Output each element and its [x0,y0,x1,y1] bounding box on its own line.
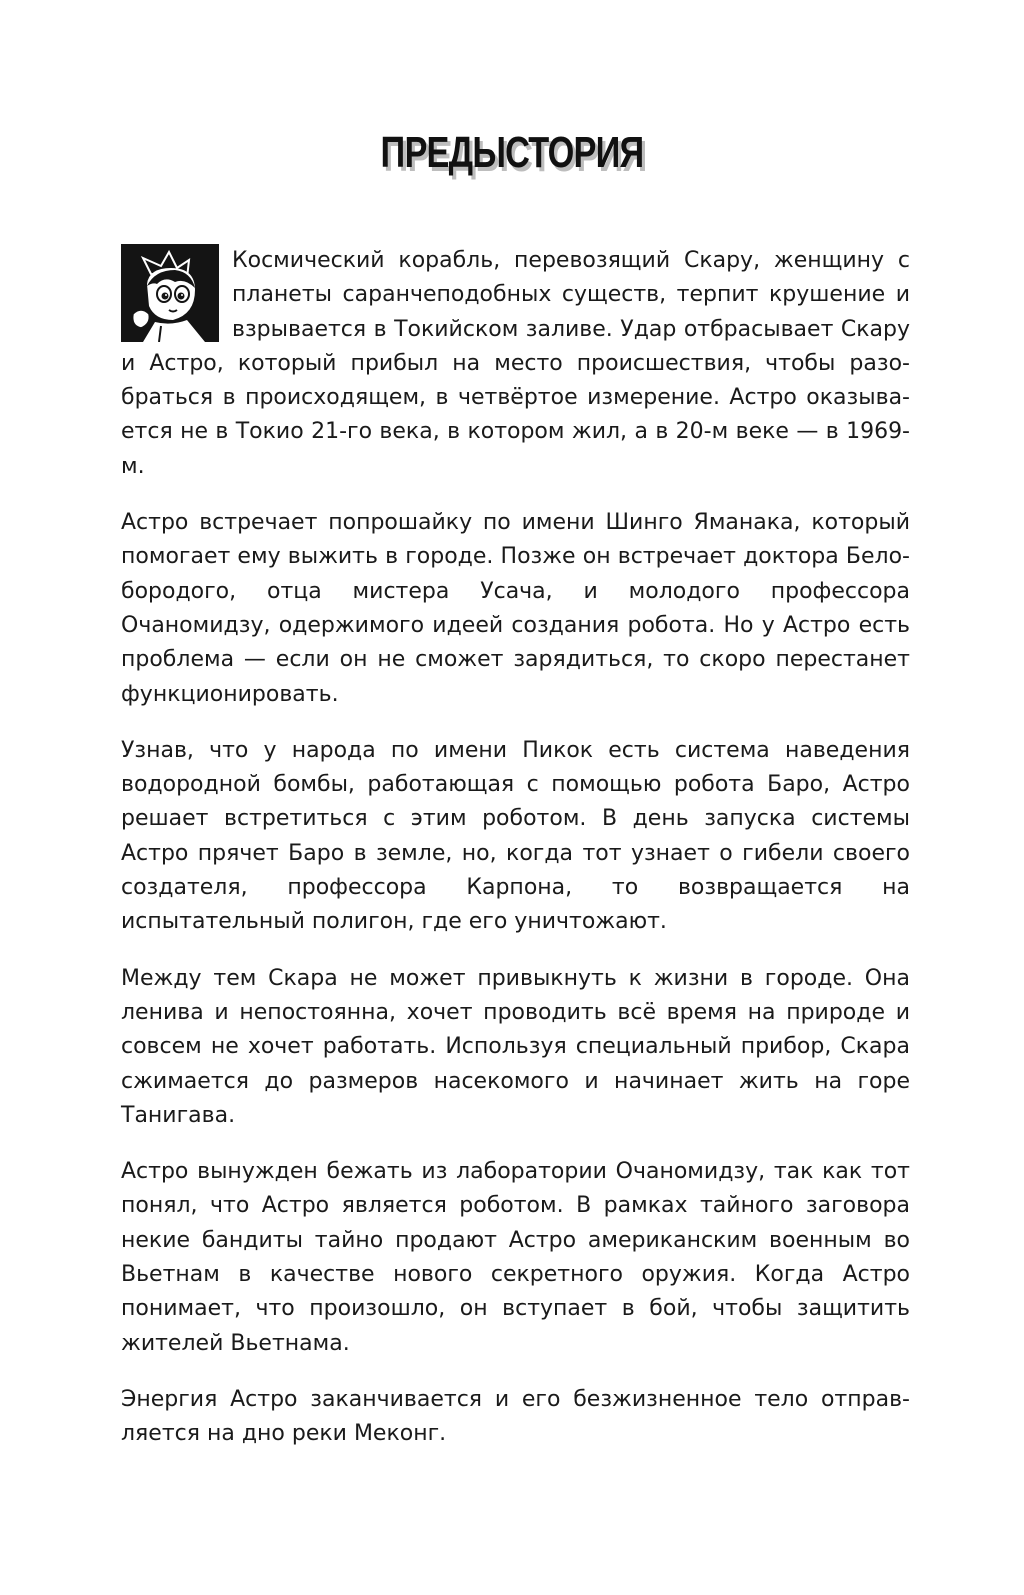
paragraph-4: Между тем Скара не может привыкнуть к жизни в городе. Она ленива и непостоянна, хочет проводить всё время на природе и совсем не хочет работать. Используя специальный прибор, Скара сжимается до размеров насекомого и начинает жить на горе Танигава. [121,965,910,1128]
text-body [121,244,910,1474]
paragraph-5: Астро вынужден бежать из лаборатории Очаномидзу, так как тот понял, что Астро является роботом. В рамках тайного заговора некие бандиты тайно продают Астро американским военным во Вьетнам в качестве нового секретного оружия. Когда Астро понимает, что произошло, он вступает в бой, чтобы защитить жителей Вьетнама. [121,1159,910,1356]
paragraph-6: Энергия Астро заканчивается и его безжизненное тело отправляется на дно реки Меконг. [121,1386,910,1447]
paragraph-3: Узнав, что у народа по имени Пикок есть система наведения водородной бомбы, работающая с помощью робота Баро, Астро решает встретиться с этим роботом. В день запуска системы Астро прячет Баро в земле, но, когда тот узнает о гибели своего создателя, профессора Карпона, то возвращается на испытательный полигон, где его уничтожают. [121,737,910,935]
page-title: ПРЕДЫСТОРИЯ [380,128,644,177]
astro-boy-portrait-icon [121,244,219,342]
paragraph-1-text: Космический корабль, перевозящий Скару, женщину с планеты саранчеподобных существ, терпит крушение и взрывается в Токийском заливе. Удар отбрасывает Скару и Астро, который прибыл на место происшествия, чтобы разобраться в происходящем, в четвёртое измерение. Астро оказывается не в Токио 21-го века, в котором жил, а в 20-м веке — в 1969-м. [121,248,910,479]
paragraph-2: Астро встречает попрошайку по имени Шинго Яманака, который помогает ему выжить в городе. Позже он встречает доктора Белобородого, отца мистера Усача, и молодого профессора Очаномидзу, одержимого идеей создания робота. Но у Астро есть проблема — если он не сможет зарядиться, то скоро перестанет функционировать. [121,510,910,707]
paragraph-1 [121,244,910,484]
